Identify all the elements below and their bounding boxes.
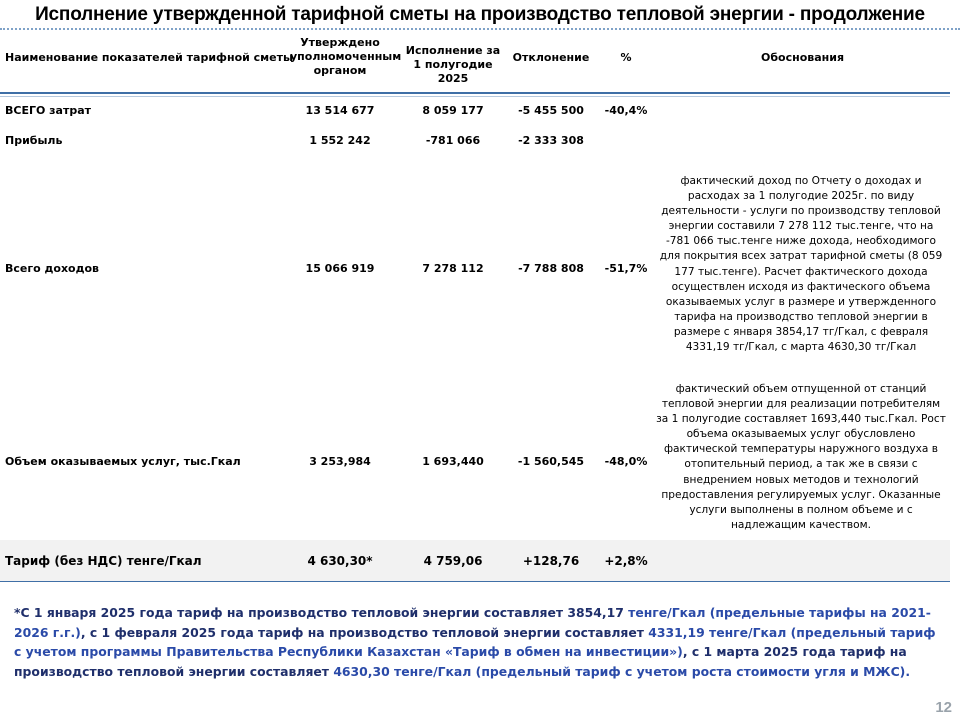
header-deviation: Отклонение — [512, 51, 590, 64]
title-divider — [0, 28, 960, 30]
row-approved: 15 066 919 — [305, 262, 375, 275]
header-justification: Обоснования — [760, 51, 845, 64]
row-execution: 7 278 112 — [422, 262, 484, 275]
row-name: ВСЕГО затрат — [5, 104, 92, 117]
row-justification: фактический доход по Отчету о доходах и расходах за 1 полугодие 2025г. по виду деятельности - услуги по производству тепловой энергии составили 7 278 112 тыс.тенге, что на -781 066 тыс.тенге ниже дохода, необходимого для покрытия всех затрат тарифной сметы (8 059 177 тыс.тенге). Расчет фактического дохода осуществлен исходя из фактического объема оказываемых услуг в размере и утвержденного тарифа на производство тепловой энергии в размере с января 3854,17 тг/Гкал, с февраля 4331,19 тг/Гкал, с марта 4630,30 тг/Гкал — [659, 175, 943, 354]
header-bottom-rule-secondary — [0, 96, 950, 97]
page-number: 12 — [935, 699, 952, 716]
footnote-part-3: , с 1 марта 2025 года тариф на производство тепловой энергии составляет — [14, 644, 907, 679]
row-justification: фактический объем отпущенной от станций тепловой энергии для реализации потребителям за 1 полугодие составляет 1693,440 тыс.Гкал. Рост объема оказываемых услуг обусловлено фактической температуры наружного воздуха в отопительный период, а так же в связи с внедрением новых методов и технологий предоставления регулируемых услуг. Оказанные услуги выполнены в полном объеме и с надлежащим качеством. — [656, 383, 946, 531]
row-approved: 13 514 677 — [305, 104, 375, 117]
header-approved: Утверждено уполномоченным органом — [290, 36, 402, 77]
row-approved: 4 630,30* — [307, 554, 373, 568]
row-execution: 8 059 177 — [422, 104, 484, 117]
row-name: Всего доходов — [5, 262, 99, 275]
footnote-highlight-3: 4630,30 тенге/Гкал (предельный тариф с учетом роста стоимости угля и МЖС). — [333, 663, 911, 679]
header-name: Наименование показателей тарифной сметы — [5, 51, 293, 64]
page-title: Исполнение утвержденной тарифной сметы на производство тепловой энергии - продолжение — [35, 4, 925, 25]
row-deviation: -5 455 500 — [518, 104, 584, 117]
row-execution: 4 759,06 — [423, 554, 483, 568]
row-deviation: -2 333 308 — [518, 134, 584, 147]
table-bottom-rule — [0, 581, 950, 582]
row-percent: -51,7% — [604, 262, 648, 275]
header-execution: Исполнение за 1 полугодие 2025 — [405, 44, 501, 85]
row-name: Прибыль — [5, 134, 63, 147]
row-percent: +2,8% — [604, 554, 648, 568]
row-deviation: -7 788 808 — [518, 262, 584, 275]
row-deviation: -1 560,545 — [517, 455, 585, 468]
row-deviation: +128,76 — [522, 554, 580, 568]
footnote-part-2: , с 1 февраля 2025 года тариф на производство тепловой энергии составляет — [80, 624, 649, 640]
footnote-part-1: *С 1 января 2025 года тариф на производство тепловой энергии составляет 3854,17 — [14, 605, 629, 620]
row-name: Объем оказываемых услуг, тыс.Гкал — [5, 455, 241, 468]
header-percent: % — [620, 51, 632, 64]
row-execution: 1 693,440 — [422, 455, 484, 468]
row-execution: -781 066 — [425, 134, 481, 147]
header-bottom-rule — [0, 92, 950, 94]
tariff-footnote — [14, 603, 946, 681]
footnote-highlight-2: 4331,19 тенге/Гкал (предельный тариф с учетом программы Правительства Республики Казахстан «Тариф в обмен на инвестиции») — [14, 624, 936, 659]
row-approved: 1 552 242 — [309, 134, 371, 147]
footnote-highlight-1: тенге/Гкал (предельные тарифы на 2021-2026 г.г.) — [14, 605, 931, 640]
row-percent: -48,0% — [604, 455, 648, 468]
row-approved: 3 253,984 — [309, 455, 371, 468]
row-percent: -40,4% — [604, 104, 648, 117]
row-name: Тариф (без НДС) тенге/Гкал — [5, 554, 202, 568]
